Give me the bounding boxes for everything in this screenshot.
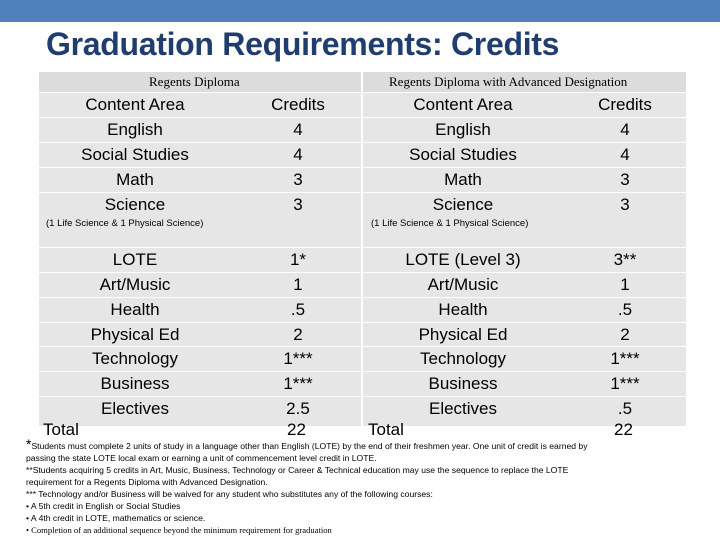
right-area-technology: Technology [419, 349, 506, 368]
table-divider [361, 72, 363, 426]
footnote-2-line-2: requirement for a Regents Diploma with Advanced Designation. [26, 477, 268, 487]
footnote-1-line-2: passing the state LOTE local exam or earning a unit of commencement level credit in LOTE. [26, 453, 377, 463]
advanced-designation-header-label: Regents Diploma with Advanced Designation [389, 74, 628, 89]
footnote-star: * [26, 436, 32, 452]
right-area-electives: Electives [428, 399, 498, 418]
right-area-math: Math [444, 170, 482, 189]
row-divider [39, 247, 686, 248]
left-area-english: English [107, 120, 163, 139]
left-area-health: Health [110, 300, 160, 319]
right-credits-art-music: 1 [620, 275, 630, 294]
row-divider [39, 92, 686, 93]
right-credits-english: 4 [620, 120, 630, 139]
row-divider [39, 322, 686, 323]
left-area-technology: Technology [91, 349, 178, 368]
row-divider [39, 117, 686, 118]
right-credits-health: .5 [617, 300, 633, 319]
row-divider [39, 142, 686, 143]
footnotes [26, 438, 710, 536]
footnote-bullet-1: • A 5th credit in English or Social Studies [26, 501, 181, 511]
left-area-math: Math [116, 170, 154, 189]
row-divider [39, 371, 686, 372]
footnote-1-text: Students must complete 2 units of study in a language other than English (LOTE) by the end of their freshmen year. One unit of credit is earned by [31, 441, 588, 451]
left-area-electives: Electives [100, 399, 170, 418]
right-credits-science: 3 [620, 195, 630, 214]
left-credits-social-studies: 4 [293, 145, 303, 164]
right-area-social-studies: Social Studies [409, 145, 517, 164]
footnote-bullet-3: • Completion of an additional sequence beyond the minimum requirement for graduation [26, 525, 332, 535]
right-credits-math: 3 [620, 170, 630, 189]
left-credits-technology: 1*** [283, 349, 313, 368]
footnote-bullet-2: • A 4th credit in LOTE, mathematics or science. [26, 513, 206, 523]
right-area-business: Business [428, 374, 498, 393]
left-area-lote: LOTE [112, 250, 158, 269]
left-total-label: Total [43, 420, 79, 439]
right-content-area-header: Content Area [413, 95, 513, 114]
right-credits-physical-ed: 2 [620, 325, 630, 344]
right-credits-technology: 1*** [610, 349, 640, 368]
left-credits-lote: 1* [289, 250, 307, 269]
left-credits-health: .5 [290, 300, 306, 319]
left-credits-math: 3 [293, 170, 303, 189]
right-area-physical-ed: Physical Ed [418, 325, 508, 344]
right-area-english: English [435, 120, 491, 139]
left-area-social-studies: Social Studies [81, 145, 189, 164]
row-divider [39, 396, 686, 397]
right-credits-social-studies: 4 [620, 145, 630, 164]
right-area-lote: LOTE (Level 3) [405, 250, 521, 269]
row-divider [39, 297, 686, 298]
right-total-value: 22 [614, 420, 633, 439]
row-divider [39, 272, 686, 273]
left-credits-english: 4 [293, 120, 303, 139]
footnote-3: *** Technology and/or Business will be waived for any student who substitutes any of the following courses: [26, 489, 433, 499]
right-science-note: (1 Life Science & 1 Physical Science) [371, 218, 529, 229]
right-total-label: Total [368, 420, 404, 439]
row-divider [39, 167, 686, 168]
row-divider [39, 346, 686, 347]
row-divider [39, 192, 686, 193]
left-credits-business: 1*** [283, 374, 313, 393]
left-total-value: 22 [287, 420, 306, 439]
footnote-2-line-1: **Students acquiring 5 credits in Art, Music, Business, Technology or Career & Technical education may use the sequence to replace the LOTE [26, 465, 569, 475]
left-area-business: Business [100, 374, 170, 393]
page-title: Graduation Requirements: Credits [46, 26, 560, 62]
left-credits-science: 3 [293, 195, 303, 214]
left-science-note: (1 Life Science & 1 Physical Science) [46, 218, 204, 229]
left-content-area-header: Content Area [85, 95, 185, 114]
advanced-designation-header [363, 72, 686, 92]
left-credits-art-music: 1 [293, 275, 303, 294]
left-credits-electives: 2.5 [286, 399, 310, 418]
right-area-science: Science [432, 195, 494, 214]
footnote-1-line-1 [26, 438, 710, 452]
right-credits-business: 1*** [610, 374, 640, 393]
right-area-health: Health [438, 300, 488, 319]
right-area-art-music: Art/Music [427, 275, 499, 294]
regents-diploma-header-label: Regents Diploma [149, 74, 240, 89]
left-credits-physical-ed: 2 [293, 325, 303, 344]
left-area-art-music: Art/Music [99, 275, 171, 294]
regents-diploma-header [39, 72, 361, 92]
right-credits-header: Credits [598, 95, 652, 114]
left-area-physical-ed: Physical Ed [90, 325, 180, 344]
left-credits-header: Credits [271, 95, 325, 114]
right-credits-lote: 3** [613, 250, 637, 269]
top-accent-bar [0, 0, 720, 22]
left-area-science: Science [104, 195, 166, 214]
right-credits-electives: .5 [617, 399, 633, 418]
